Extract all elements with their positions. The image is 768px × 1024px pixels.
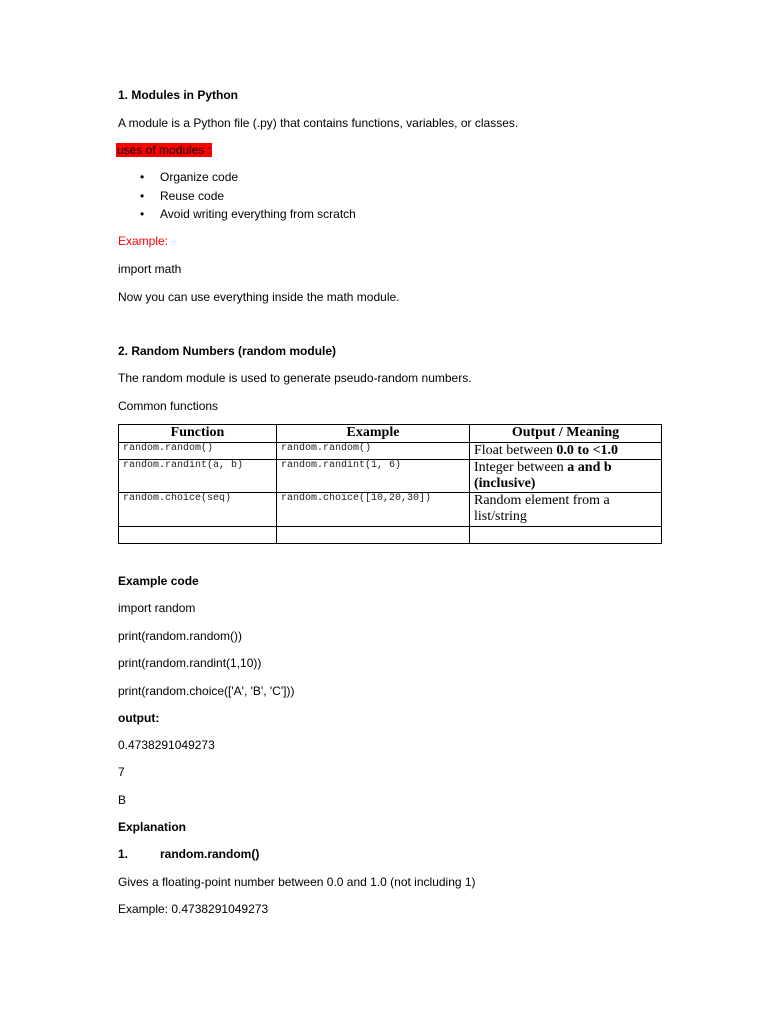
empty-cell [277, 527, 470, 544]
example-explanation: Now you can use everything inside the math module. [118, 290, 400, 304]
function-cell: random.random() [119, 443, 277, 460]
uses-of-modules-highlight: uses of modules : [117, 143, 212, 157]
table-header-example: Example [277, 425, 470, 443]
explanation-item-title: random.random() [160, 847, 260, 861]
code-line: import random [118, 601, 196, 615]
explanation-text: Gives a floating-point number between 0.0 and 1.0 (not including 1) [118, 875, 476, 889]
output-line: 0.4738291049273 [118, 738, 215, 752]
common-functions-label: Common functions [118, 399, 219, 413]
function-cell: random.randint(a, b) [119, 460, 277, 493]
example-code-heading: Example code [118, 574, 199, 588]
table-row [119, 443, 662, 460]
empty-cell [119, 527, 277, 544]
table-header-meaning: Output / Meaning [470, 425, 662, 443]
section-2-heading: 2. Random Numbers (random module) [118, 344, 337, 358]
table-row-empty [119, 527, 662, 544]
bullet-text: Reuse code [160, 188, 225, 203]
uses-of-modules-label [116, 143, 212, 157]
bullet-icon: • [140, 207, 145, 221]
section-1-intro: A module is a Python file (.py) that contains functions, variables, or classes. [118, 116, 519, 130]
bullet-item [118, 189, 356, 208]
function-cell: random.choice(seq) [119, 493, 277, 527]
section-2-intro: The random module is used to generate pseudo-random numbers. [118, 371, 472, 385]
section-1-heading: 1. Modules in Python [118, 88, 239, 102]
meaning-cell: Random element from a list/string [470, 493, 662, 527]
bullet-item [118, 207, 356, 226]
meaning-cell: Integer between a and b (inclusive) [470, 460, 662, 493]
output-line: B [118, 793, 127, 807]
example-code-import-math: import math [118, 262, 182, 276]
explanation-example: Example: 0.4738291049273 [118, 902, 269, 916]
uses-bullet-list [118, 170, 356, 226]
example-cell: random.random() [277, 443, 470, 460]
meaning-cell: Float between 0.0 to <1.0 [470, 443, 662, 460]
random-functions-table [118, 424, 662, 544]
table-row [119, 493, 662, 527]
table-header-row [119, 425, 662, 443]
output-line: 7 [118, 765, 125, 779]
bullet-icon: • [140, 170, 145, 184]
code-line: print(random.random()) [118, 629, 243, 643]
code-line: print(random.randint(1,10)) [118, 656, 262, 670]
bullet-item [118, 170, 356, 189]
bullet-text: Organize code [160, 170, 239, 184]
empty-cell [470, 527, 662, 544]
explanation-item [118, 847, 259, 861]
table-row [119, 460, 662, 493]
bullet-icon: • [140, 188, 145, 203]
output-heading: output: [118, 711, 160, 725]
bullet-text: Avoid writing everything from scratch [160, 207, 356, 221]
explanation-heading: Explanation [118, 820, 187, 834]
explanation-item-number: 1. [118, 847, 129, 861]
example-cell: random.randint(1, 6) [277, 460, 470, 493]
example-label: Example: [118, 234, 169, 248]
code-line: print(random.choice(['A', 'B', 'C'])) [118, 684, 295, 698]
example-cell: random.choice([10,20,30]) [277, 493, 470, 527]
table-header-function: Function [119, 425, 277, 443]
